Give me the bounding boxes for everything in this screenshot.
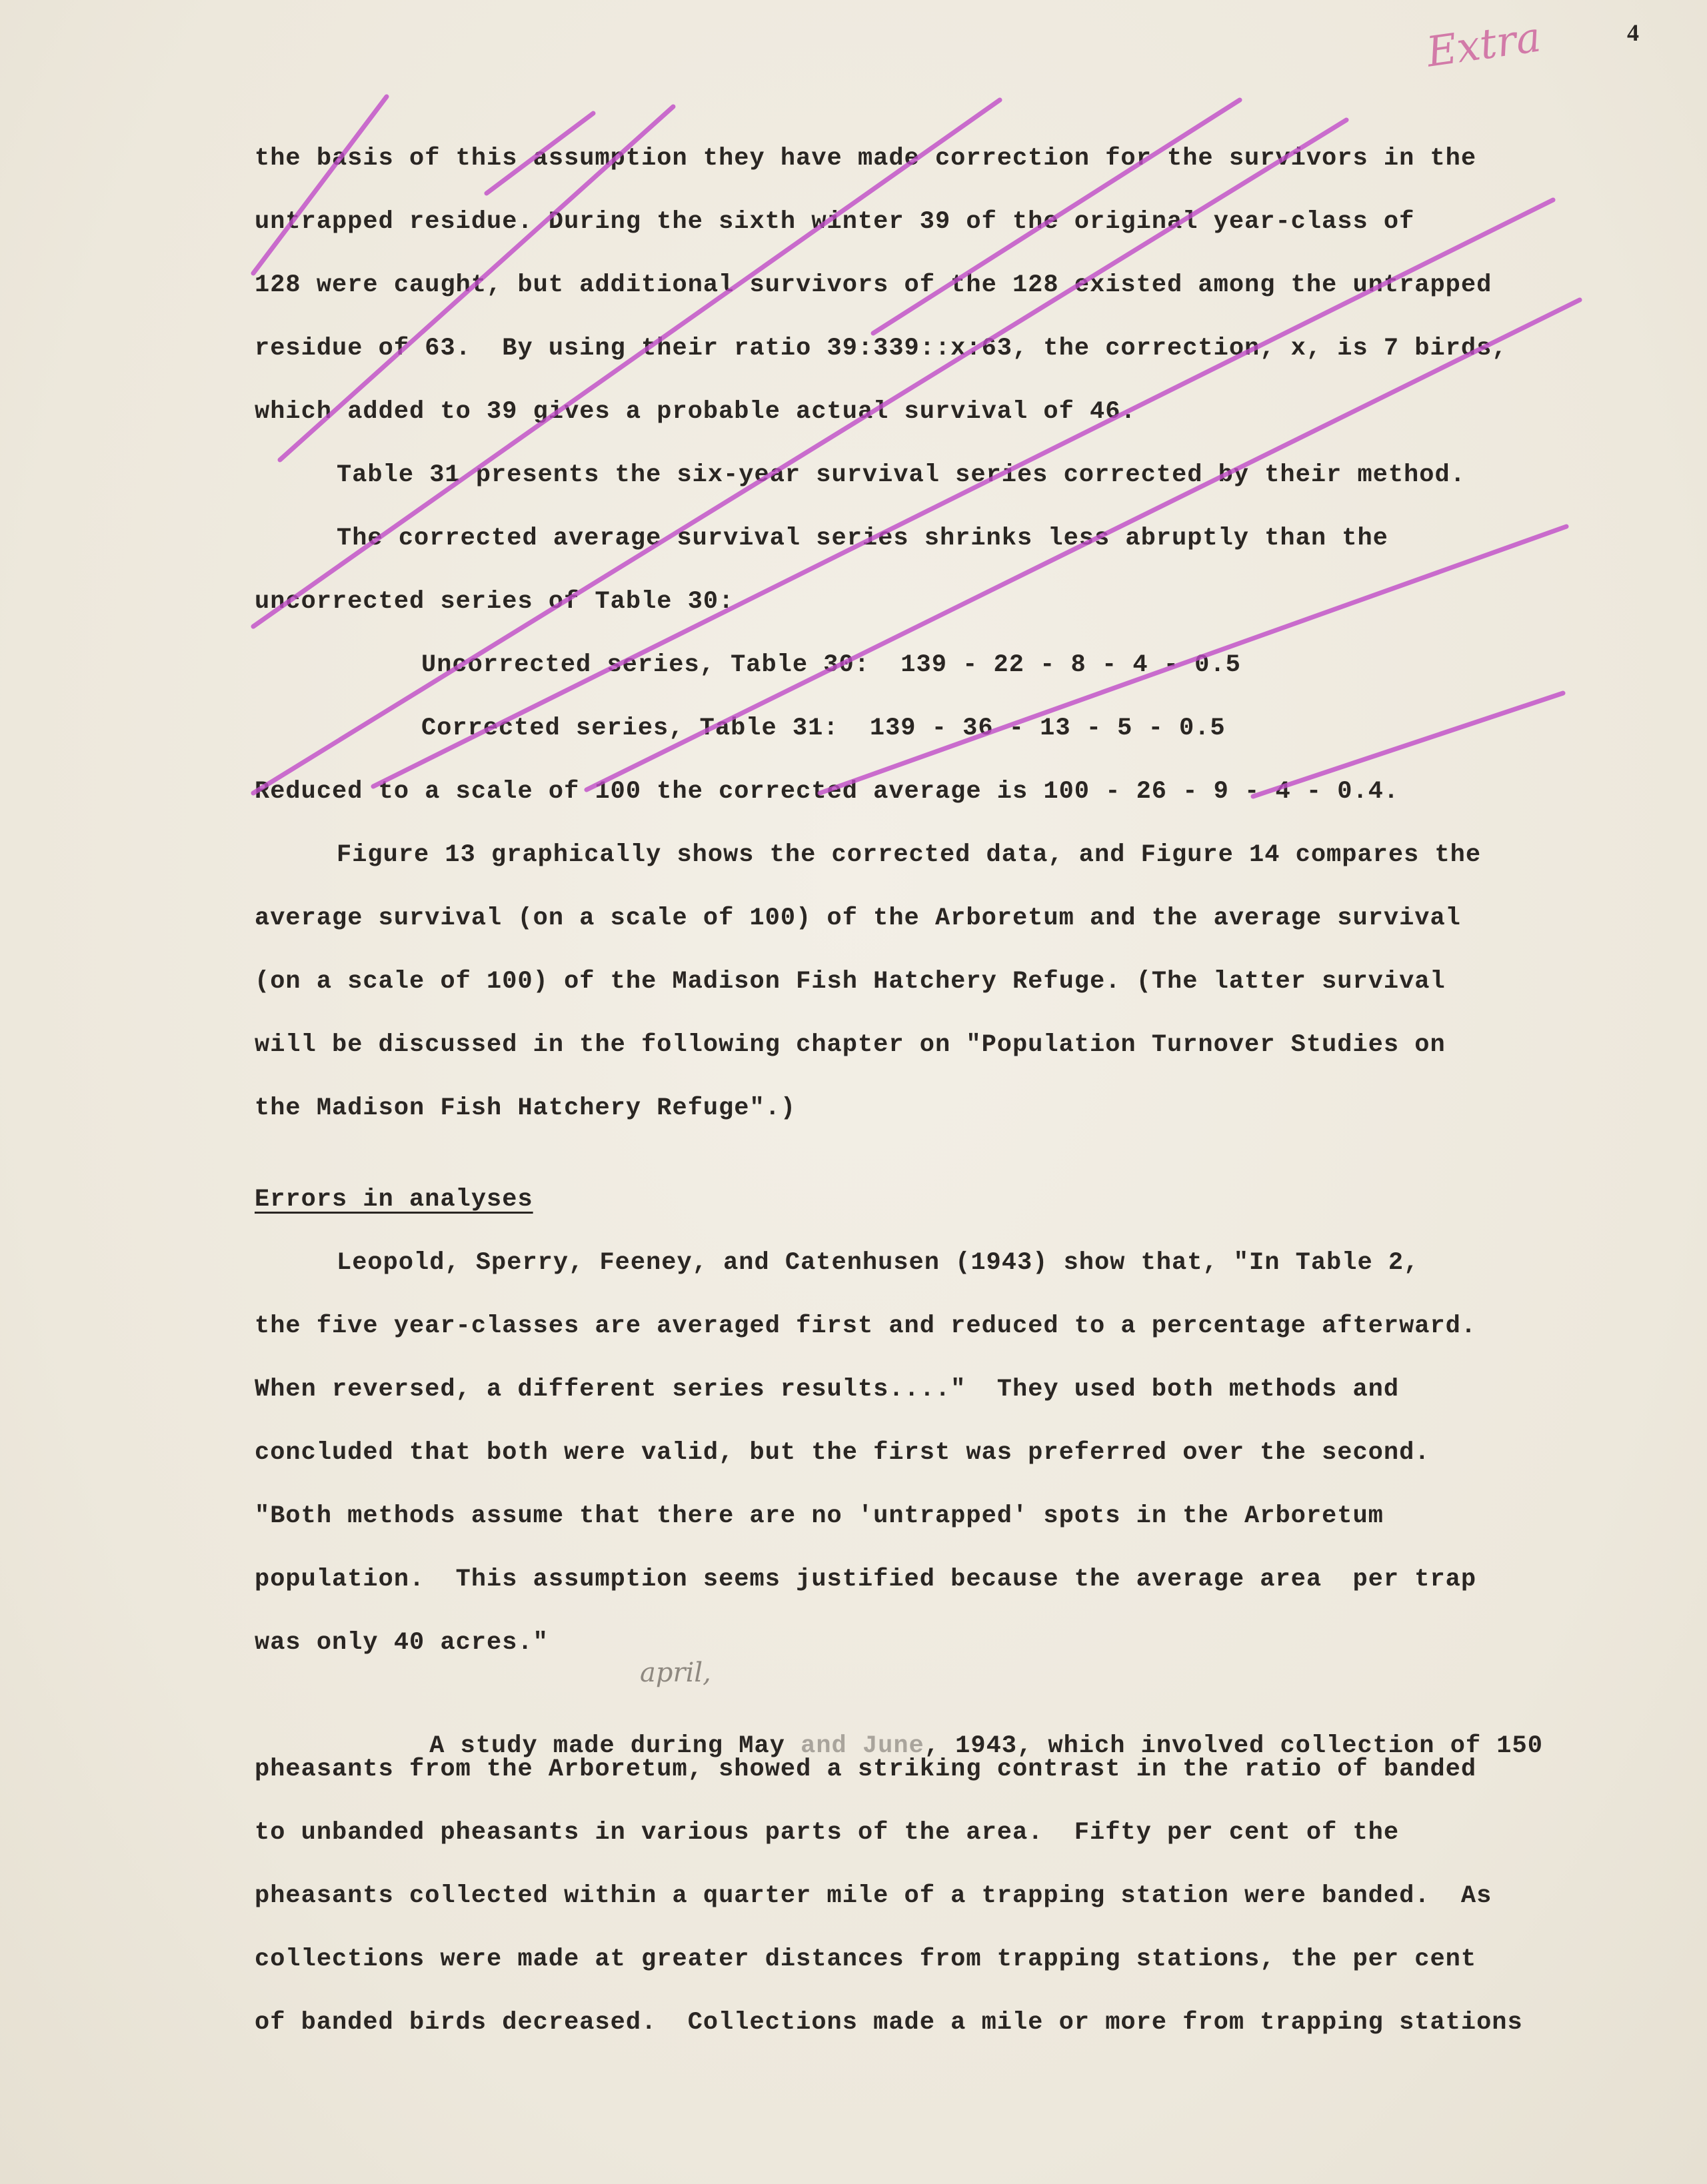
text-line: 128 were caught, but additional survivors of the 128 existed among the untrapped <box>255 271 1492 299</box>
text-line: the Madison Fish Hatchery Refuge".) <box>255 1094 797 1122</box>
text-line: When reversed, a different series results...." They used both methods and <box>255 1376 1400 1404</box>
text-line: (on a scale of 100) of the Madison Fish Hatchery Refuge. (The latter survival <box>255 968 1446 996</box>
text-line: Reduced to a scale of 100 the corrected average is 100 - 26 - 9 - 4 - 0.4. <box>255 778 1400 806</box>
text-line: "Both methods assume that there are no 'untrapped' spots in the Arboretum <box>255 1502 1384 1530</box>
text-line: concluded that both were valid, but the first was preferred over the second. <box>255 1439 1430 1467</box>
page-number: 4 <box>1627 19 1639 46</box>
text-line: of banded birds decreased. Collections made a mile or more from trapping stations <box>255 2009 1523 2037</box>
text-line: The corrected average survival series shrinks less abruptly than the <box>337 525 1388 552</box>
section-heading: Errors in analyses <box>255 1186 533 1214</box>
text-line: the five year-classes are averaged first and reduced to a percentage afterward. <box>255 1312 1477 1340</box>
text-line: Leopold, Sperry, Feeney, and Catenhusen (1943) show that, "In Table 2, <box>337 1249 1420 1277</box>
text-line: Figure 13 graphically shows the corrected data, and Figure 14 compares the <box>337 841 1482 869</box>
text-line: pheasants from the Arboretum, showed a striking contrast in the ratio of banded <box>255 1755 1477 1783</box>
text-line: untrapped residue. During the sixth winter 39 of the original year-class of <box>255 208 1415 236</box>
text-line <box>337 1686 1707 1760</box>
text-line: Corrected series, Table 31: 139 - 36 - 13 - 5 - 0.5 <box>421 714 1226 742</box>
handwritten-extra-annotation: Extra <box>1423 12 1544 77</box>
text-line: residue of 63. By using their ratio 39:339::x:63, the correction, x, is 7 birds, <box>255 335 1508 363</box>
text-line: average survival (on a scale of 100) of the Arboretum and the average survival <box>255 904 1461 932</box>
strike-line <box>253 97 387 273</box>
text-line: Table 31 presents the six-year survival series corrected by their method. <box>337 461 1466 489</box>
handwritten-april-annotation: april, <box>640 1657 711 1688</box>
text-line: population. This assumption seems justified because the average area per trap <box>255 1566 1477 1594</box>
faded-text-segment: and June <box>801 1732 924 1760</box>
text-line: pheasants collected within a quarter mile of a trapping station were banded. As <box>255 1882 1492 1910</box>
text-line: collections were made at greater distances from trapping stations, the per cent <box>255 1945 1477 1973</box>
text-line: uncorrected series of Table 30: <box>255 588 735 616</box>
text-line: which added to 39 gives a probable actual survival of 46. <box>255 398 1136 426</box>
text-line: to unbanded pheasants in various parts of the area. Fifty per cent of the <box>255 1819 1400 1847</box>
text-segment: A study made during May <box>429 1732 801 1760</box>
text-line: will be discussed in the following chapter on "Population Turnover Studies on <box>255 1031 1446 1059</box>
text-line: Uncorrected series, Table 30: 139 - 22 - 8 - 4 - 0.5 <box>421 651 1241 679</box>
text-line: the basis of this assumption they have made correction for the survivors in the <box>255 145 1477 173</box>
text-line: was only 40 acres." <box>255 1629 549 1657</box>
text-segment: , 1943, which involved collection of 150 <box>924 1732 1543 1760</box>
